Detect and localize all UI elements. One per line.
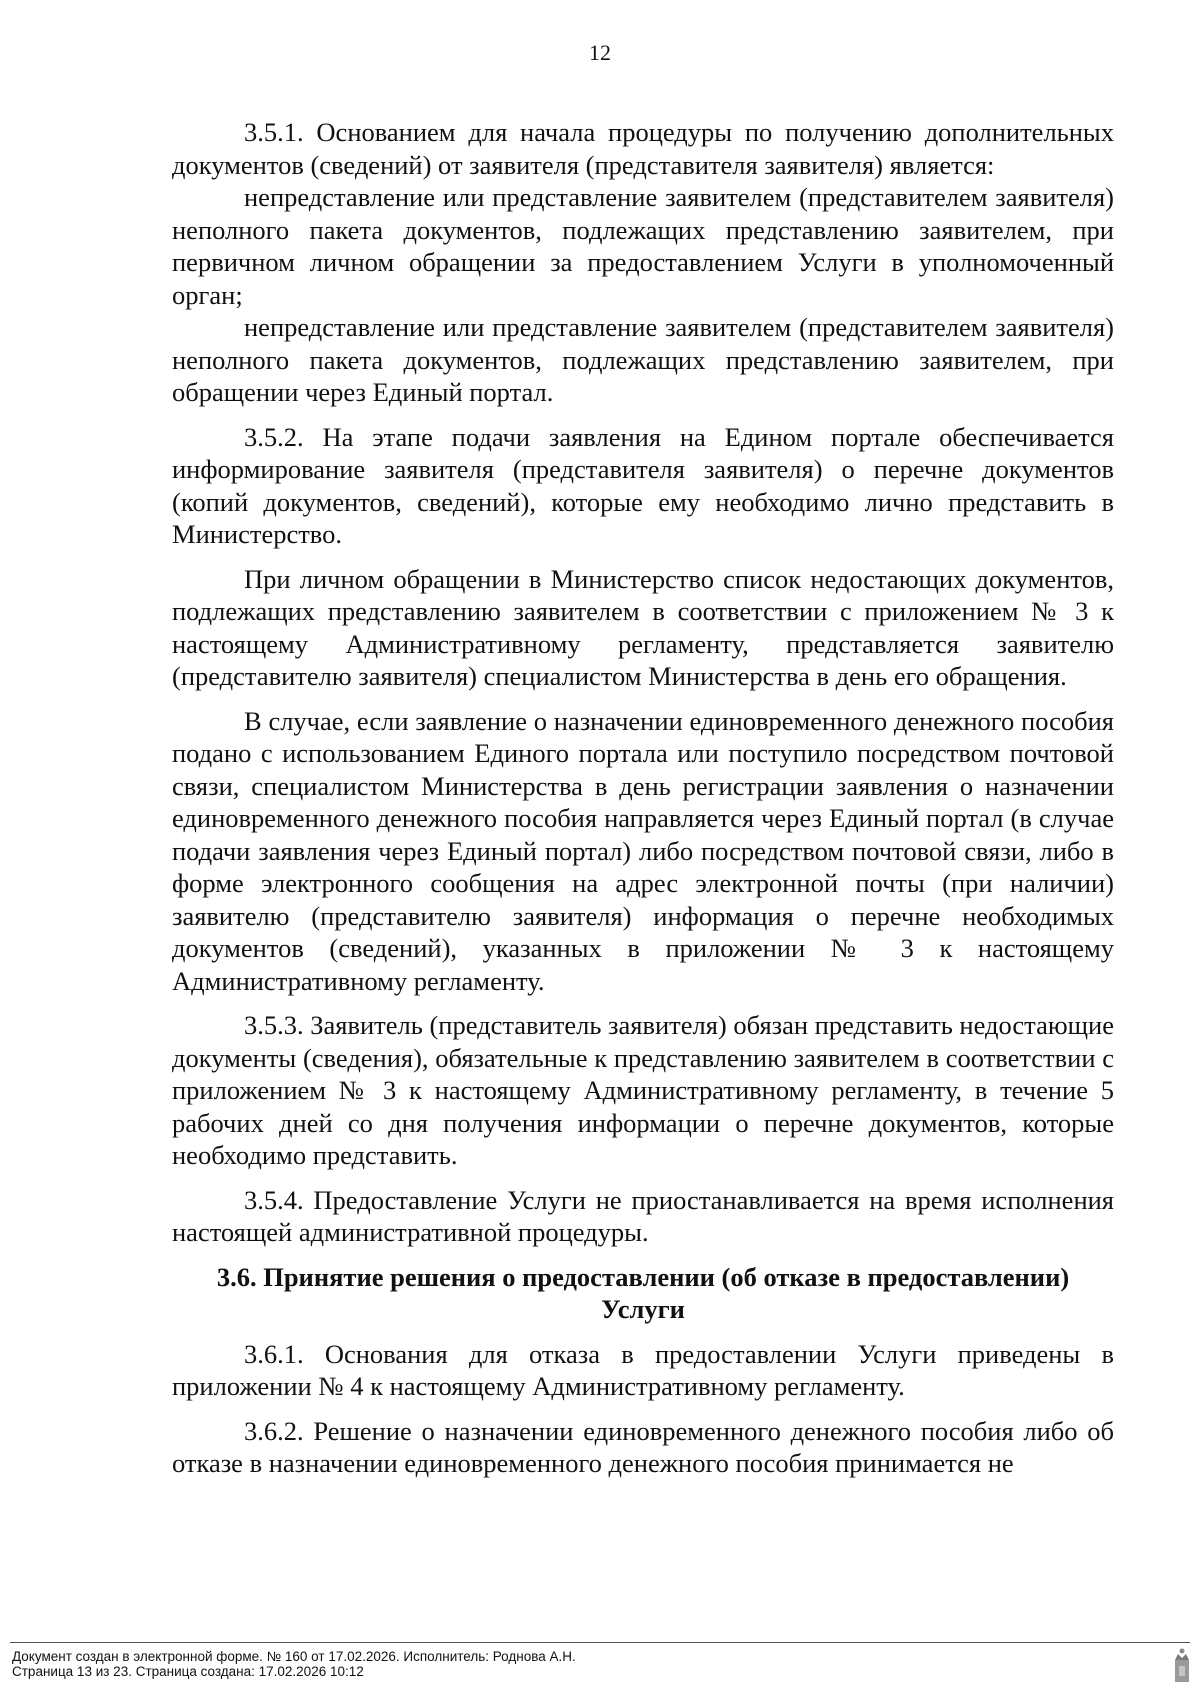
emblem-icon (1172, 1646, 1192, 1686)
paragraph-3-5-3: 3.5.3. Заявитель (представитель заявителя) обязан представить недостающие документы (сведения), обязательные к представлению заявителем в соответствии с приложением № 3 к настоящему Административному регламенту, в течение 5 рабочих дней со дня получения информации о перечне документов, которые необходимо представить. (172, 1010, 1114, 1170)
paragraph-3-6-2: 3.6.2. Решение о назначении единовременного денежного пособия либо об отказе в назначении единовременного денежного пособия принимается не (172, 1415, 1114, 1478)
paragraph-3-5-4: 3.5.4. Предоставление Услуги не приостанавливается на время исполнения настоящей административной процедуры. (172, 1184, 1114, 1247)
page-number: 12 (589, 40, 611, 65)
footer-document-info: Документ создан в электронной форме. № 160 от 17.02.2026. Исполнитель: Роднова А.Н. (12, 1649, 576, 1664)
section-heading-3-6: 3.6. Принятие решения о предоставлении (об отказе в предоставлении) Услуги (216, 1261, 1070, 1324)
paragraph-3-5-2: 3.5.2. На этапе подачи заявления на Едином портале обеспечивается информирование заявителя (представителя заявителя) о перечне документов (копий документов, сведений), которые ему необходимо лично представить в Министерство. (172, 421, 1114, 549)
paragraph-portal-case: В случае, если заявление о назначении единовременного денежного пособия подано с использованием Единого портала или поступило посредством почтовой связи, специалистом Министерства в день регистрации заявления о назначении единовременного денежного пособия направляется через Единый портал (в случае подачи заявления через Единый портал) либо посредством почтовой связи, либо в форме электронного сообщения на адрес электронной почты (при наличии) заявителю (представителю заявителя) информация о перечне необходимых документов (сведений), указанных в приложении № 3 к настоящему Административному регламенту. (172, 705, 1114, 996)
footer-divider (10, 1642, 1190, 1643)
footer-page-info: Страница 13 из 23. Страница создана: 17.02.2026 10:12 (12, 1664, 364, 1679)
paragraph-list-item-2: непредставление или представление заявителем (представителем заявителя) неполного пакета документов, подлежащих представлению заявителем, при обращении через Единый портал. (172, 312, 1114, 407)
document-body (172, 116, 1114, 1480)
paragraph-3-6-1: 3.6.1. Основания для отказа в предоставлении Услуги приведены в приложении № 4 к настоящему Административному регламенту. (172, 1338, 1114, 1401)
paragraph-3-5-1: 3.5.1. Основанием для начала процедуры по получению дополнительных документов (сведений) от заявителя (представителя заявителя) является: (172, 117, 1114, 180)
paragraph-personal-appeal: При личном обращении в Министерство список недостающих документов, подлежащих представлению заявителем в соответствии с приложением № 3 к настоящему Административному регламенту, представляется заявителю (представителю заявителя) специалистом Министерства в день его обращения. (172, 563, 1114, 691)
paragraph-list-item-1: непредставление или представление заявителем (представителем заявителя) неполного пакета документов, подлежащих представлению заявителем, при первичном личном обращении за предоставлением Услуги в уполномоченный орган; (172, 182, 1114, 310)
footer (12, 1649, 576, 1679)
